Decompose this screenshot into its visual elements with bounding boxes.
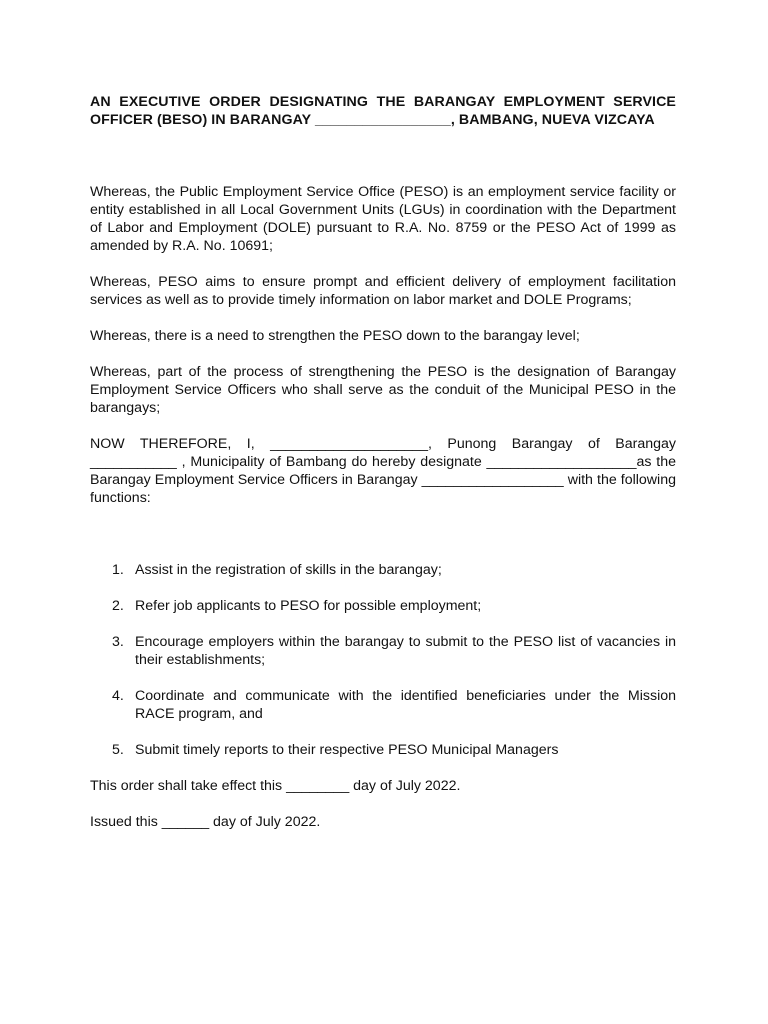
list-item-text: Encourage employers within the barangay to submit to the PESO list of vacancies in their establishments; (135, 634, 676, 668)
list-item-number: 5. (112, 742, 124, 758)
now-therefore-paragraph: NOW THEREFORE, I, ____________________, Punong Barangay of Barangay ___________ , Municipality of Bambang do hereby designate ___________________as the Barangay Employment Service Officers in Barangay __________________ with the following functions: (90, 436, 676, 506)
list-item-number: 4. (112, 688, 124, 704)
list-item (90, 597, 676, 615)
issued-paragraph: Issued this ______ day of July 2022. (90, 814, 321, 830)
whereas-paragraph-3: Whereas, there is a need to strengthen the PESO down to the barangay level; (90, 328, 580, 344)
list-item-number: 2. (112, 598, 124, 614)
document-title: AN EXECUTIVE ORDER DESIGNATING THE BARANGAY EMPLOYMENT SERVICE OFFICER (BESO) IN BARANGAY _________________, BAMBANG, NUEVA VIZCAYA (90, 94, 676, 128)
document-page (90, 93, 676, 831)
list-item-number: 3. (112, 634, 124, 650)
list-item (90, 633, 676, 669)
functions-list (90, 561, 676, 759)
whereas-paragraph-2: Whereas, PESO aims to ensure prompt and efficient delivery of employment facilitation services as well as to provide timely information on labor market and DOLE Programs; (90, 274, 676, 308)
list-item-text: Submit timely reports to their respective PESO Municipal Managers (135, 742, 559, 758)
list-item (90, 741, 676, 759)
whereas-paragraph-1: Whereas, the Public Employment Service Office (PESO) is an employment service facility or entity established in all Local Government Units (LGUs) in coordination with the Department of Labor and Employment (DOLE) pursuant to R.A. No. 8759 or the PESO Act of 1999 as amended by R.A. No. 10691; (90, 184, 676, 254)
list-item (90, 687, 676, 723)
list-item-text: Assist in the registration of skills in the barangay; (135, 562, 442, 578)
list-item (90, 561, 676, 579)
list-item-number: 1. (112, 562, 124, 578)
whereas-paragraph-4: Whereas, part of the process of strengthening the PESO is the designation of Barangay Employment Service Officers who shall serve as the conduit of the Municipal PESO in the barangays; (90, 364, 676, 416)
effectivity-paragraph: This order shall take effect this ________ day of July 2022. (90, 778, 461, 794)
list-item-text: Refer job applicants to PESO for possible employment; (135, 598, 482, 614)
list-item-text: Coordinate and communicate with the identified beneficiaries under the Mission RACE program, and (135, 688, 676, 722)
